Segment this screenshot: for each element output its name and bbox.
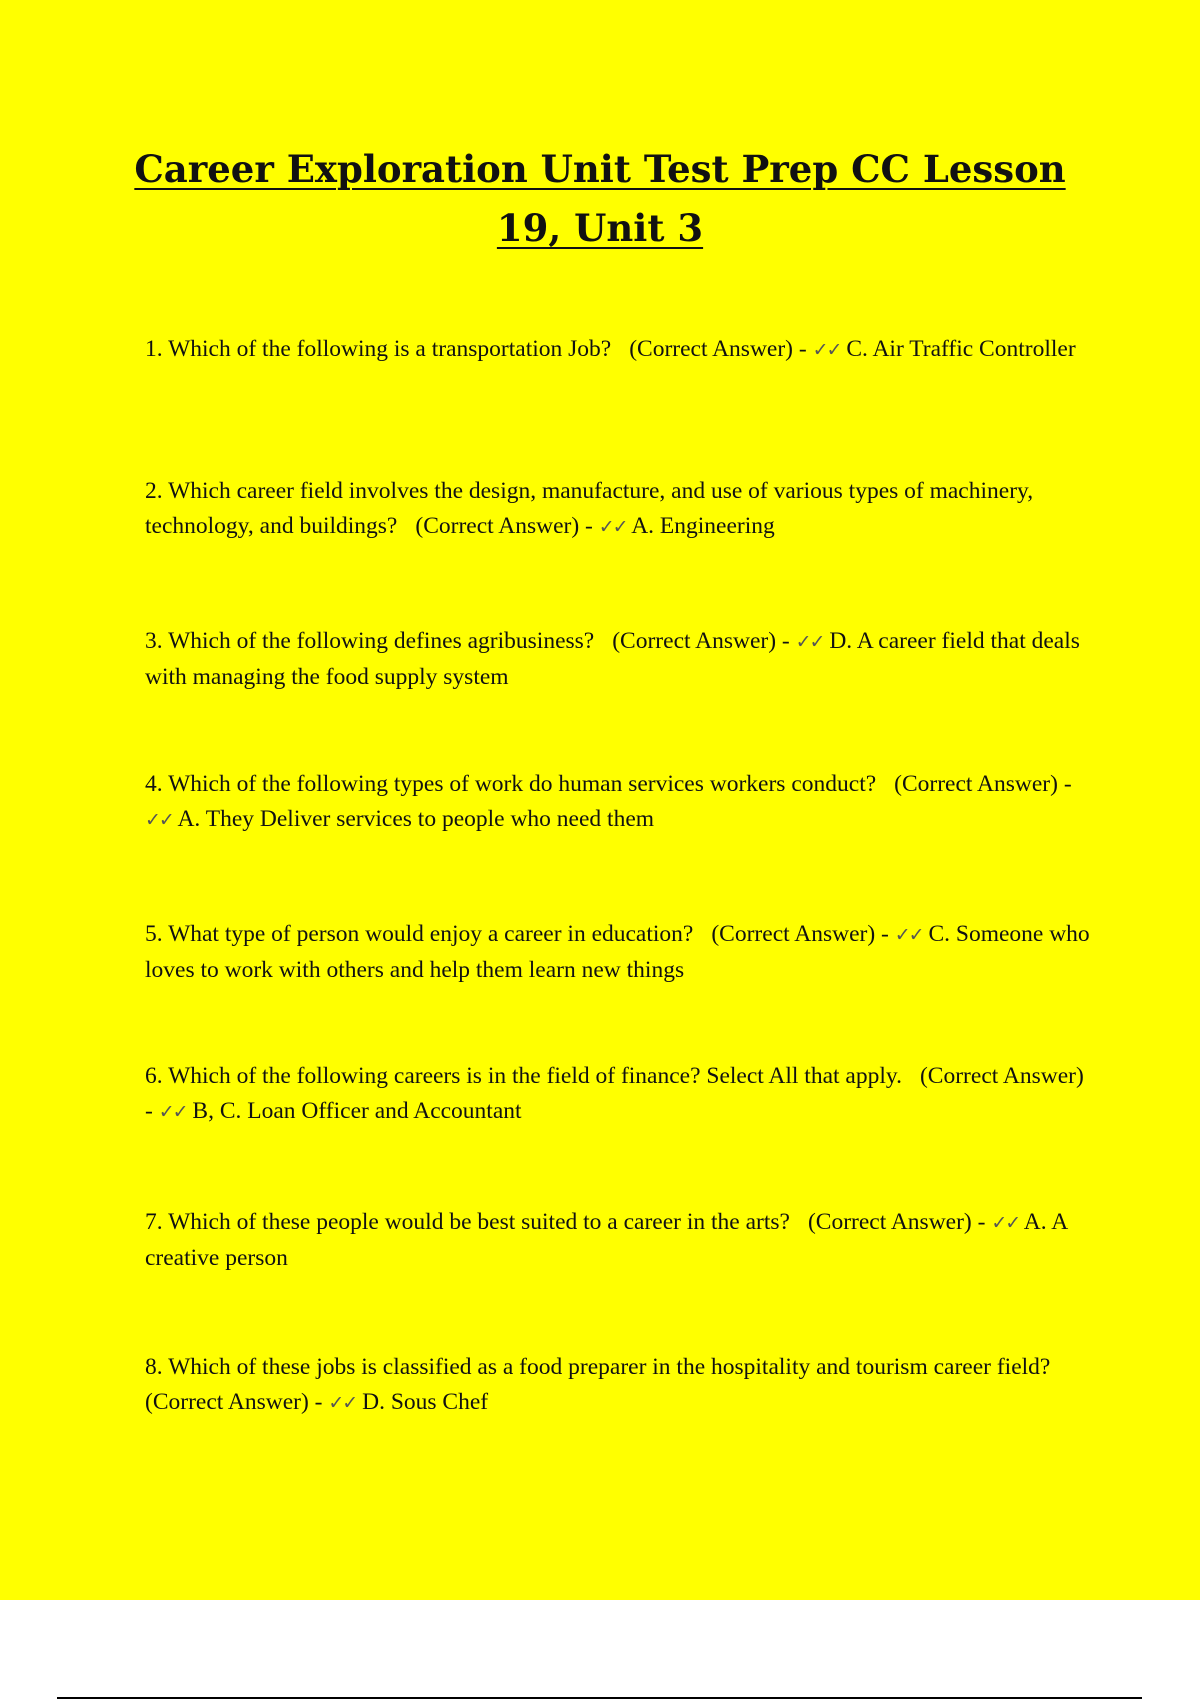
question-text: 6. Which of the following careers is in the field of finance? Select All that apply. xyxy=(145,1063,902,1089)
double-checkmark-icon: ✓✓ xyxy=(991,1212,1020,1234)
qa-item-4 xyxy=(145,767,1090,838)
correct-answer-label: (Correct Answer) - xyxy=(807,1209,986,1235)
answer-text: D. A career field that deals with managing the food supply system xyxy=(145,628,1080,690)
answer-text: A. Engineering xyxy=(631,513,775,539)
correct-answer-label: (Correct Answer) - xyxy=(612,628,790,654)
qa-item-1 xyxy=(145,332,1090,368)
double-checkmark-icon: ✓✓ xyxy=(158,1101,187,1123)
double-checkmark-icon: ✓✓ xyxy=(795,631,824,653)
qa-item-5 xyxy=(145,917,1090,988)
qa-item-3 xyxy=(145,624,1090,695)
qa-item-2 xyxy=(145,474,1090,545)
answer-text: A. A creative person xyxy=(145,1209,1067,1271)
double-checkmark-icon: ✓✓ xyxy=(328,1392,357,1414)
qa-item-8 xyxy=(145,1350,1090,1421)
double-checkmark-icon: ✓✓ xyxy=(598,516,627,538)
question-text: 2. Which career field involves the design, manufacture, and use of various types of machinery, technology, and buildings? xyxy=(145,478,1034,539)
correct-answer-label: (Correct Answer) - xyxy=(145,1063,1084,1124)
double-checkmark-icon: ✓✓ xyxy=(145,809,173,831)
document-title: Career Exploration Unit Test Prep CC Lesson 19, Unit 3 xyxy=(134,147,1066,250)
answer-text: C. Someone who loves to work with others and help them learn new things xyxy=(145,921,1090,983)
answer-text: C. Air Traffic Controller xyxy=(846,336,1076,362)
qa-item-6 xyxy=(145,1059,1090,1130)
correct-answer-label: (Correct Answer) - xyxy=(145,1389,323,1415)
page-bottom-rule xyxy=(57,1697,1142,1699)
correct-answer-label: (Correct Answer) - xyxy=(711,921,889,947)
question-text: 1. Which of the following is a transportation Job? xyxy=(145,336,612,362)
qa-item-7 xyxy=(145,1205,1090,1276)
question-text: 8. Which of these jobs is classified as a food preparer in the hospitality and tourism career field? xyxy=(145,1354,1051,1380)
answer-text: A. They Deliver services to people who need them xyxy=(177,806,655,832)
question-text: 5. What type of person would enjoy a career in education? xyxy=(145,921,694,947)
correct-answer-label: (Correct Answer) - xyxy=(415,513,593,539)
answer-text: B, C. Loan Officer and Accountant xyxy=(192,1098,522,1124)
double-checkmark-icon: ✓✓ xyxy=(812,339,841,361)
correct-answer-label: (Correct Answer) - xyxy=(894,771,1072,797)
question-text: 7. Which of these people would be best suited to a career in the arts? xyxy=(145,1209,790,1235)
question-text: 3. Which of the following defines agribusiness? xyxy=(145,628,595,654)
correct-answer-label: (Correct Answer) - xyxy=(629,336,807,362)
answer-text: D. Sous Chef xyxy=(362,1389,489,1415)
double-checkmark-icon: ✓✓ xyxy=(894,924,923,946)
question-text: 4. Which of the following types of work do human services workers conduct? xyxy=(145,771,877,797)
